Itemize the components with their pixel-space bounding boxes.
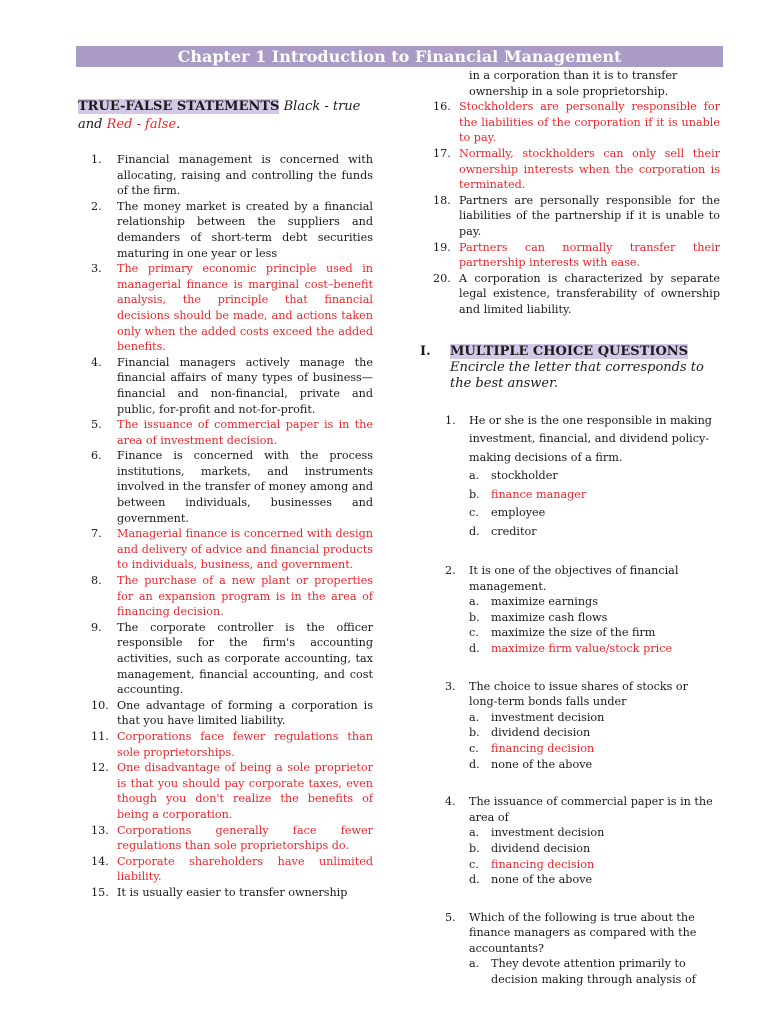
spacer bbox=[420, 657, 720, 679]
tf-statement-number: 19. bbox=[433, 240, 451, 254]
tf-statement bbox=[78, 152, 373, 199]
tf-statement-number: 9. bbox=[91, 620, 102, 634]
tf-statement-number: 20. bbox=[433, 271, 451, 285]
tf-statement-number: 8. bbox=[91, 574, 102, 588]
mc-option[interactable] bbox=[469, 872, 720, 888]
mc-question-list bbox=[420, 412, 720, 988]
tf-statement bbox=[78, 573, 373, 620]
tf-statement bbox=[78, 261, 373, 355]
mc-option-letter: a. bbox=[469, 826, 480, 840]
mc-option-letter: b. bbox=[469, 726, 480, 740]
spacer bbox=[420, 772, 720, 794]
mc-question-number: 4. bbox=[445, 795, 456, 809]
mc-question-number: 5. bbox=[445, 910, 456, 924]
tf-statement-number: 6. bbox=[91, 449, 102, 463]
tf-statement bbox=[420, 99, 720, 146]
tf-list-right bbox=[420, 99, 720, 317]
tf-statement-text: Corporate shareholders have unlimited liability. bbox=[117, 854, 373, 884]
tf-statement-text: Finance is concerned with the process institutions, markets, and instruments involved in the transfer of money among and between individuals, businesses and government. bbox=[117, 449, 373, 525]
mc-options bbox=[420, 467, 720, 541]
tf-statement-number: 15. bbox=[91, 885, 109, 899]
left-column bbox=[78, 98, 373, 901]
tf-statement-number: 11. bbox=[91, 729, 109, 743]
tf-statement-number: 4. bbox=[91, 355, 102, 369]
mc-question bbox=[420, 679, 720, 773]
tf-statement bbox=[78, 448, 373, 526]
right-column bbox=[420, 68, 720, 988]
mc-option-letter: a. bbox=[469, 469, 480, 482]
tf-statement-number: 14. bbox=[91, 854, 109, 868]
mc-question-text: It is one of the objectives of financial management. bbox=[469, 564, 679, 593]
mc-option-text: employee bbox=[491, 506, 546, 519]
mc-option-letter: d. bbox=[469, 873, 480, 887]
tf-statement bbox=[78, 620, 373, 698]
mc-option[interactable] bbox=[469, 523, 720, 542]
tf-statement bbox=[78, 729, 373, 760]
tf-statement-number: 10. bbox=[91, 698, 109, 712]
mc-option-text: maximize firm value/stock price bbox=[491, 641, 673, 655]
mc-option[interactable] bbox=[469, 486, 720, 505]
mc-option-letter: d. bbox=[469, 757, 480, 771]
tf-statement-text: A corporation is characterized by separate legal existence, transferability of ownership and limited liability. bbox=[459, 271, 720, 316]
tf-statement-number: 3. bbox=[91, 262, 102, 276]
tf-statement bbox=[78, 698, 373, 729]
mc-option-letter: c. bbox=[469, 741, 479, 755]
tf-statement-text: Stockholders are personally responsible for the liabilities of the corporation if it is unable to pay. bbox=[459, 100, 720, 145]
mc-instruction: Encircle the letter that corresponds to the best answer. bbox=[450, 359, 704, 391]
tf-statement-text: Partners can normally transfer their partnership interests with ease. bbox=[459, 240, 720, 270]
mc-option[interactable] bbox=[469, 467, 720, 486]
mc-option-text: financing decision bbox=[491, 857, 595, 871]
tf-statement-number: 1. bbox=[91, 153, 102, 166]
mc-option[interactable] bbox=[469, 594, 720, 610]
mc-option[interactable] bbox=[469, 841, 720, 857]
mc-option-text: maximize the size of the firm bbox=[491, 626, 656, 640]
tf-statement-text: Financial management is concerned with allocating, raising and controlling the funds of the firm. bbox=[117, 153, 373, 198]
mc-option[interactable] bbox=[469, 710, 720, 726]
mc-question bbox=[420, 794, 720, 888]
tf-statement-text: The money market is created by a financial relationship between the suppliers and demanders of short-term debt securities maturing in one year or less bbox=[117, 199, 373, 260]
tf-statement-number: 2. bbox=[91, 199, 102, 213]
mc-options bbox=[420, 956, 720, 987]
mc-roman-numeral: I. bbox=[420, 343, 431, 359]
mc-option-text: financing decision bbox=[491, 741, 595, 755]
tf-statement-text: Corporations generally face fewer regulations than sole proprietorships do. bbox=[117, 823, 373, 853]
mc-option-text: maximize earnings bbox=[491, 595, 598, 609]
mc-option-text: none of the above bbox=[491, 873, 593, 887]
tf-statement bbox=[420, 240, 720, 271]
tf-statement bbox=[78, 417, 373, 448]
mc-question bbox=[420, 563, 720, 657]
mc-option-letter: a. bbox=[469, 957, 480, 971]
tf-statement bbox=[420, 193, 720, 240]
tf-statement-number: 18. bbox=[433, 193, 451, 207]
tf-list-left bbox=[78, 152, 373, 901]
mc-question bbox=[420, 412, 720, 542]
mc-option-text: finance manager bbox=[491, 487, 587, 501]
mc-option-letter: b. bbox=[469, 487, 480, 501]
mc-section-heading bbox=[420, 344, 720, 392]
chapter-title: Chapter 1 Introduction to Financial Management bbox=[76, 46, 723, 67]
tf-statement-number: 16. bbox=[433, 100, 451, 114]
mc-heading: MULTIPLE CHOICE QUESTIONS bbox=[450, 343, 689, 359]
mc-option-letter: a. bbox=[469, 595, 480, 609]
tf-statement-number: 7. bbox=[91, 527, 102, 541]
mc-question-number: 1. bbox=[445, 413, 456, 427]
tf-statement bbox=[78, 199, 373, 261]
tf-statement-number: 13. bbox=[91, 823, 109, 837]
spacer bbox=[420, 888, 720, 910]
mc-option-text: investment decision bbox=[491, 710, 605, 724]
mc-option[interactable] bbox=[469, 857, 720, 873]
mc-option[interactable] bbox=[469, 504, 720, 523]
tf-statement-text: Financial managers actively manage the financial affairs of many types of business—financial and non-financial, private and public, for-profit and not-for-profit. bbox=[117, 355, 373, 416]
mc-options bbox=[420, 594, 720, 656]
mc-option[interactable] bbox=[469, 741, 720, 757]
mc-option[interactable] bbox=[469, 825, 720, 841]
mc-option[interactable] bbox=[469, 610, 720, 626]
mc-option-letter: b. bbox=[469, 610, 480, 624]
tf-section-heading: TRUE-FALSE STATEMENTS Black - true and Red - false. bbox=[78, 99, 361, 132]
mc-option-letter: d. bbox=[469, 641, 480, 655]
mc-option-letter: c. bbox=[469, 506, 479, 519]
tf-statement-text: The corporate controller is the officer responsible for the firm's accounting activities, such as corporate accounting, tax management, financial accounting, and cost accounting. bbox=[117, 620, 373, 697]
tf-statement bbox=[78, 355, 373, 417]
tf-statement-text: Managerial finance is concerned with design and delivery of advice and financial products to individuals, business, and government. bbox=[117, 527, 373, 572]
mc-question-text: He or she is the one responsible in making investment, financial, and dividend policy-making decisions of a firm. bbox=[469, 413, 712, 464]
mc-options bbox=[420, 825, 720, 887]
mc-question-number: 3. bbox=[445, 679, 456, 693]
tf-statement bbox=[78, 854, 373, 885]
legend-red: Red - false bbox=[106, 117, 177, 132]
spacer bbox=[420, 541, 720, 563]
tf-statement-text: Corporations face fewer regulations than sole proprietorships. bbox=[117, 729, 373, 759]
mc-option-text: stockholder bbox=[491, 469, 558, 482]
mc-option-letter: b. bbox=[469, 841, 480, 855]
tf-statement-text: One advantage of forming a corporation is that you have limited liability. bbox=[117, 698, 373, 728]
tf-statement bbox=[78, 885, 373, 901]
mc-question-text: The choice to issue shares of stocks or long-term bonds falls under bbox=[469, 679, 689, 709]
mc-option-text: dividend decision bbox=[491, 841, 591, 855]
mc-question-text: Which of the following is true about the finance managers as compared with the accountants? bbox=[469, 910, 697, 955]
tf-statement-text: Normally, stockholders can only sell their ownership interests when the corporation is terminated. bbox=[459, 146, 720, 192]
mc-question bbox=[420, 910, 720, 988]
mc-options bbox=[420, 710, 720, 772]
mc-option[interactable] bbox=[469, 757, 720, 773]
tf-statement bbox=[78, 760, 373, 822]
mc-option-text: none of the above bbox=[491, 757, 593, 771]
legend-black: Black - true bbox=[283, 99, 361, 114]
mc-option-text: They devote attention primarily to decision making through analysis of bbox=[491, 957, 696, 987]
tf-heading: TRUE-FALSE STATEMENTS bbox=[78, 99, 280, 114]
mc-option-letter: c. bbox=[469, 857, 479, 871]
tf-statement-text: It is usually easier to transfer ownership bbox=[117, 885, 348, 899]
mc-option[interactable] bbox=[469, 725, 720, 741]
tf-statement-text: The primary economic principle used in managerial finance is marginal cost–benefit analysis, the principle that financial decisions should be made, and actions taken only when the added costs exceed the added benefits. bbox=[117, 262, 373, 354]
tf-statement bbox=[420, 271, 720, 318]
tf-statement-text: The issuance of commercial paper is in the area of investment decision. bbox=[117, 418, 373, 447]
tf-item-15-continued: in a corporation than it is to transfer ownership in a sole proprietorship. bbox=[469, 69, 678, 98]
tf-statement-text: One disadvantage of being a sole proprietor is that you should pay corporate taxes, even though you don't realize the benefits of being a corporation. bbox=[117, 761, 373, 821]
mc-option[interactable] bbox=[469, 956, 720, 987]
legend-and: and bbox=[78, 117, 103, 132]
mc-option-letter: c. bbox=[469, 626, 479, 640]
mc-option-text: dividend decision bbox=[491, 726, 591, 740]
mc-option-letter: a. bbox=[469, 710, 480, 724]
tf-statement-number: 12. bbox=[91, 761, 109, 775]
mc-option[interactable] bbox=[469, 641, 720, 657]
mc-option-text: maximize cash flows bbox=[491, 610, 608, 624]
tf-statement bbox=[420, 146, 720, 193]
mc-question-number: 2. bbox=[445, 564, 456, 577]
tf-statement bbox=[78, 526, 373, 573]
mc-option-letter: d. bbox=[469, 524, 480, 538]
tf-statement-number: 17. bbox=[433, 146, 451, 160]
tf-statement-text: Partners are personally responsible for the liabilities of the partnership if it is unable to pay. bbox=[459, 193, 720, 238]
mc-option-text: investment decision bbox=[491, 826, 605, 840]
tf-statement-text: The purchase of a new plant or properties for an expansion program is in the area of financing decision. bbox=[117, 574, 373, 619]
tf-statement bbox=[78, 823, 373, 854]
mc-question-text: The issuance of commercial paper is in the area of bbox=[469, 795, 713, 824]
mc-option-text: creditor bbox=[491, 524, 537, 538]
tf-statement-number: 5. bbox=[91, 418, 102, 432]
mc-option[interactable] bbox=[469, 625, 720, 641]
